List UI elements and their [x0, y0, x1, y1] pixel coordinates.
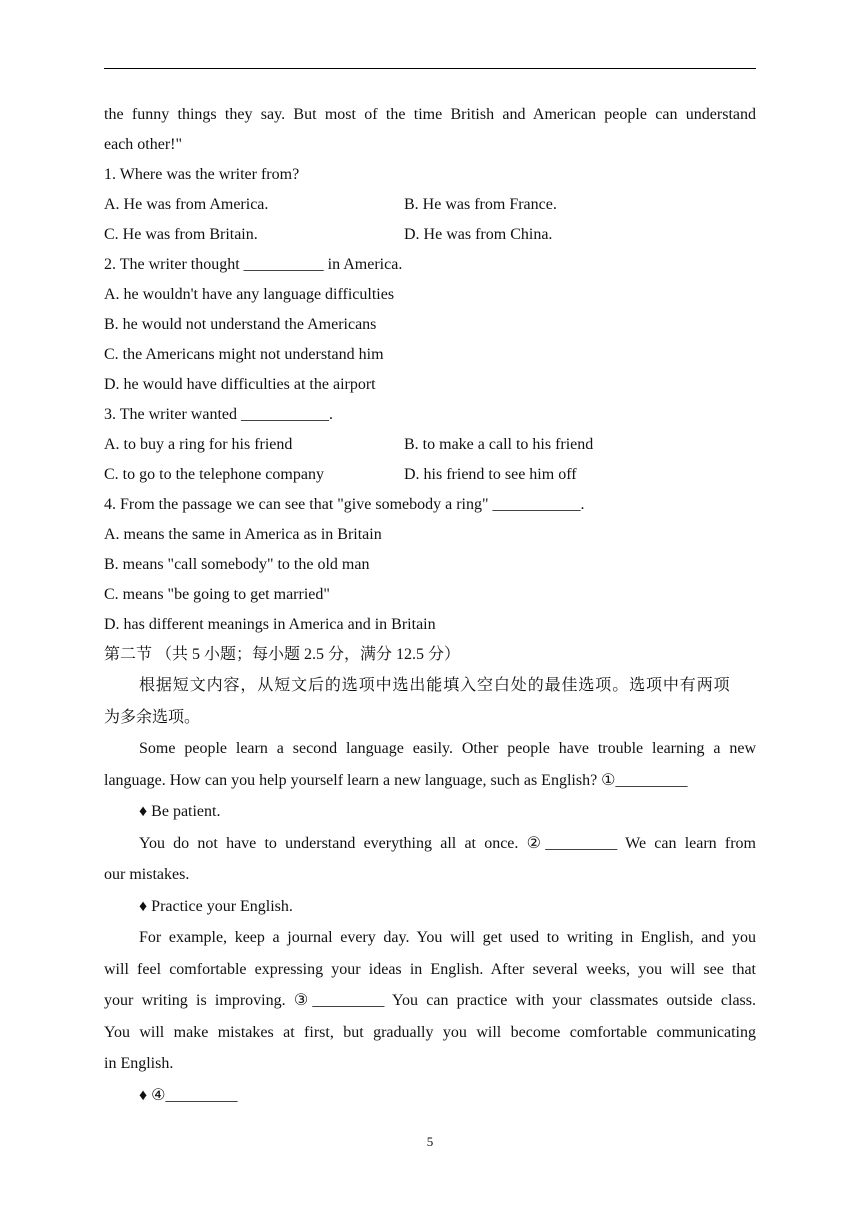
option-c: C. the Americans might not understand him — [104, 346, 384, 363]
article-line: language. How can you help yourself learn a new language, such as English? ①_________ — [104, 771, 688, 789]
question-3-options-row-1 — [104, 430, 756, 460]
option-d: D. he would have difficulties at the airport — [104, 376, 376, 393]
tip-heading: ♦ Practice your English. — [139, 897, 293, 915]
option-b: B. to make a call to his friend — [404, 436, 594, 453]
article-line: You will make mistakes at first, but gradually you will become comfortable communicating — [104, 1023, 756, 1041]
option-a: A. to buy a ring for his friend — [104, 436, 293, 453]
article-line: For example, keep a journal every day. You will get used to writing in English, and you — [139, 929, 756, 946]
article-line: your writing is improving. ③_________ You can practice with your classmates outside class. — [104, 992, 756, 1009]
article-line: will feel comfortable expressing your ideas in English. After several weeks, you will see that — [104, 960, 756, 978]
page-content — [104, 100, 756, 1111]
question-1-stem: 1. Where was the writer from? — [104, 166, 300, 183]
tip-heading: ♦ ④_________ — [139, 1086, 238, 1104]
article-line: our mistakes. — [104, 866, 190, 883]
article-line: You do not have to understand everything all at once. ②_________ We can learn from — [139, 834, 756, 852]
option-b: B. he would not understand the Americans — [104, 316, 377, 333]
option-a: A. he wouldn't have any language difficulties — [104, 286, 395, 303]
question-2-stem: 2. The writer thought __________ in America. — [104, 256, 403, 273]
option-a: A. He was from America. — [104, 196, 269, 213]
option-b: B. He was from France. — [404, 196, 557, 213]
passage-line: each other!" — [104, 136, 183, 153]
option-c: C. means "be going to get married" — [104, 586, 330, 603]
option-b: B. means "call somebody" to the old man — [104, 556, 370, 573]
article-line: Some people learn a second language easily. Other people have trouble learning a new — [139, 740, 756, 757]
option-d: D. has different meanings in America and in Britain — [104, 616, 436, 633]
instruction-line: 为多余选项。 — [104, 708, 201, 726]
option-d: D. He was from China. — [404, 226, 553, 243]
page-number: 5 — [426, 1134, 434, 1149]
option-a: A. means the same in America as in Britain — [104, 526, 382, 543]
question-1-options-row-1 — [104, 190, 756, 220]
header-rule — [104, 68, 756, 69]
option-c: C. He was from Britain. — [104, 226, 258, 243]
instruction-line: 根据短文内容，从短文后的选项中选出能填入空白处的最佳选项。选项中有两项 — [139, 677, 731, 694]
question-1-options-row-2 — [104, 220, 756, 250]
tip-heading: ♦ Be patient. — [139, 803, 221, 820]
option-d: D. his friend to see him off — [404, 466, 577, 483]
passage-line: the funny things they say. But most of the time British and American people can understand — [104, 106, 756, 123]
article-line: in English. — [104, 1055, 174, 1072]
question-4-stem: 4. From the passage we can see that "give somebody a ring" ___________. — [104, 496, 585, 513]
option-c: C. to go to the telephone company — [104, 466, 324, 483]
question-3-options-row-2 — [104, 460, 756, 490]
section-heading: 第二节 （共 5 小题；每小题 2.5 分，满分 12.5 分） — [104, 646, 461, 663]
question-3-stem: 3. The writer wanted ___________. — [104, 406, 333, 423]
